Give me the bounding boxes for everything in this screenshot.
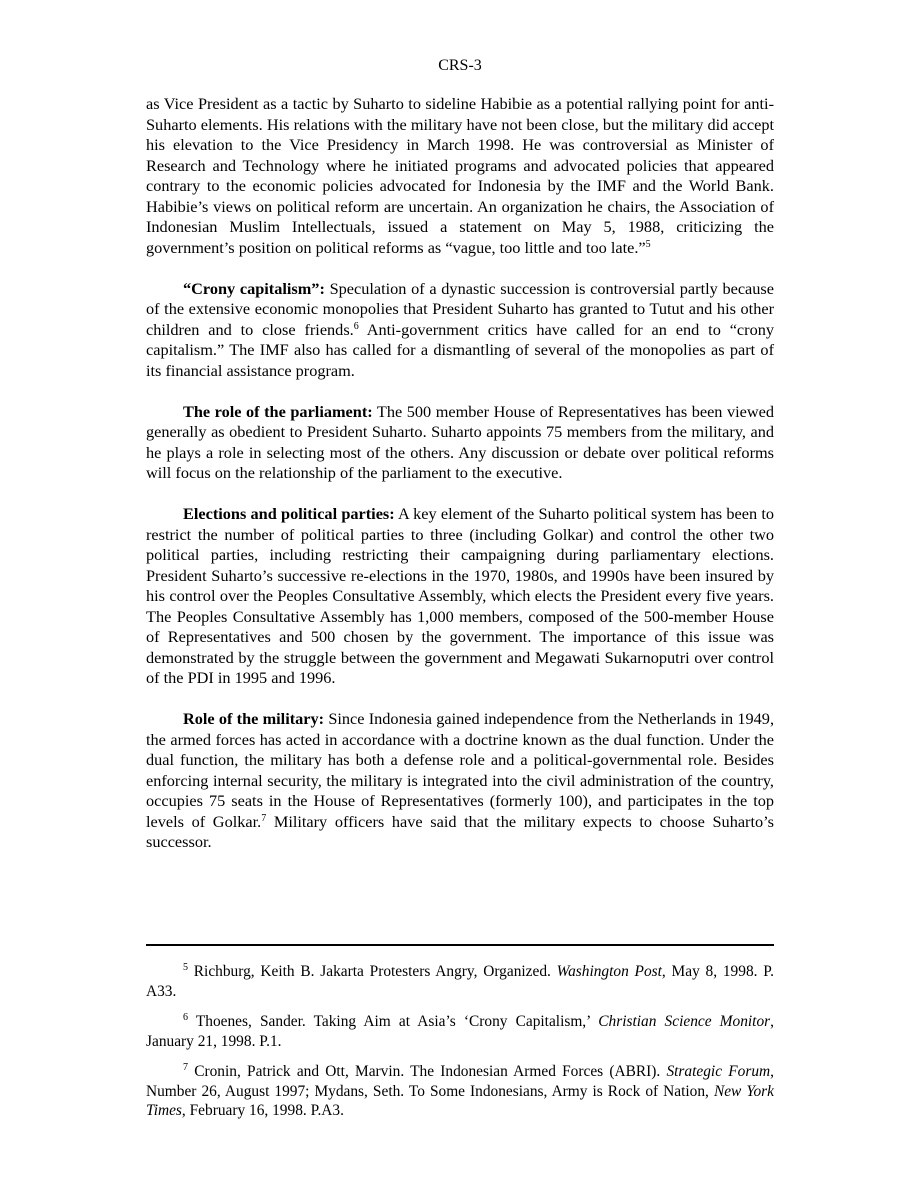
footnote-number: 6 [183,1012,188,1023]
footnote-text: , February 16, 1998. P.A3. [181,1102,344,1119]
crony-capitalism-text-a: Speculation of a dynastic succession is controversial partly because of the extensive economic monopolies that President Suharto has granted to Tutut and his other children and to close friends. [146,278,774,339]
footnote-7 [146,1062,774,1121]
page-number-header: CRS-3 [438,57,482,74]
parliament-paragraph [146,402,774,484]
body-text [146,94,774,873]
military-text-b: Military officers have said that the military expects to choose Suharto’s successor. [146,811,775,851]
footnote-5 [146,962,774,1001]
footnotes [146,962,774,1132]
footnote-ref-5[interactable]: 5 [645,238,651,250]
footnote-divider [146,944,774,946]
military-heading: Role of the military: [183,709,325,728]
footnote-source: New York Times [146,1082,774,1119]
footnote-text: , Number 26, August 1997; Mydans, Seth. To Some Indonesians, Army is Rock of Nation, [146,1063,774,1100]
footnote-ref-6[interactable]: 6 [353,320,359,332]
footnote-number: 7 [183,1062,188,1073]
continuation-text: as Vice President as a tactic by Suharto to sideline Habibie as a potential rallying point for anti-Suharto elements. His relations with the military have not been close, but the military did accept his elevation to the Vice Presidency in March 1998. He was controversial as Minister of Research and Technology where he initiated programs and advocated policies that appeared contrary to the economic policies advocated for Indonesia by the IMF and the World Bank. Habibie’s views on political reform are uncertain. An organization he chairs, the Association of Indonesian Muslim Intellectuals, issued a statement on May 5, 1988, criticizing the government’s position on political reforms as “vague, too little and too late.” [146,94,774,257]
footnote-text: Thoenes, Sander. Taking Aim at Asia’s ‘Crony Capitalism,’ [195,1013,599,1030]
footnote-ref-7[interactable]: 7 [261,812,267,824]
parliament-text: The 500 member House of Representatives has been viewed generally as obedient to President Suharto. Suharto appoints 75 members from the military, and he plays a role in selecting most of the others. Any discussion or debate over political reforms will focus on the relationship of the parliament to the executive. [146,401,774,482]
footnote-text: , January 21, 1998. P.1. [146,1013,774,1050]
footnote-text: , May 8, 1998. P. A33. [146,963,774,1000]
footnote-text: Richburg, Keith B. Jakarta Protesters Angry, Organized. [193,963,557,980]
military-paragraph [146,709,774,853]
footnote-source: Strategic Forum [666,1063,771,1080]
elections-paragraph [146,504,774,689]
continuation-paragraph [146,94,774,258]
footnote-6 [146,1012,774,1051]
parliament-heading: The role of the parliament: [183,401,373,421]
crony-capitalism-paragraph [146,279,774,382]
footnote-source: Christian Science Monitor [598,1013,771,1030]
crony-capitalism-text-b: Anti-government critics have called for an end to “crony capitalism.” The IMF also has called for a dismantling of several of the monopolies as part of its financial assistance program. [146,319,774,380]
military-text-a: Since Indonesia gained independence from the Netherlands in 1949, the armed forces has acted in accordance with a doctrine known as the dual function. Under the dual function, the military has both a defense role and a political-governmental role. Besides enforcing internal security, the military is integrated into the civil administration of the country, occupies 75 seats in the House of Representatives (formerly 100), and participates in the top levels of Golkar. [146,709,775,831]
footnote-number: 5 [183,962,188,973]
footnote-text: Cronin, Patrick and Ott, Marvin. The Indonesian Armed Forces (ABRI). [194,1063,667,1080]
footnote-source: Washington Post [556,963,662,980]
elections-heading: Elections and political parties: [183,504,395,523]
crony-capitalism-heading: “Crony capitalism”: [183,278,325,298]
elections-text: A key element of the Suharto political system has been to restrict the number of political parties to three (including Golkar) and control the other two political parties, including restricting their campaigning during parliamentary elections. President Suharto’s successive re-elections in the 1970, 1980s, and 1990s have been insured by his control over the Peoples Consultative Assembly, which elects the President every five years. The Peoples Consultative Assembly has 1,000 members, composed of the 500-member House of Representatives and 500 chosen by the government. The importance of this issue was demonstrated by the struggle between the government and Megawati Sukarnoputri over control of the PDI in 1995 and 1996. [146,504,774,687]
